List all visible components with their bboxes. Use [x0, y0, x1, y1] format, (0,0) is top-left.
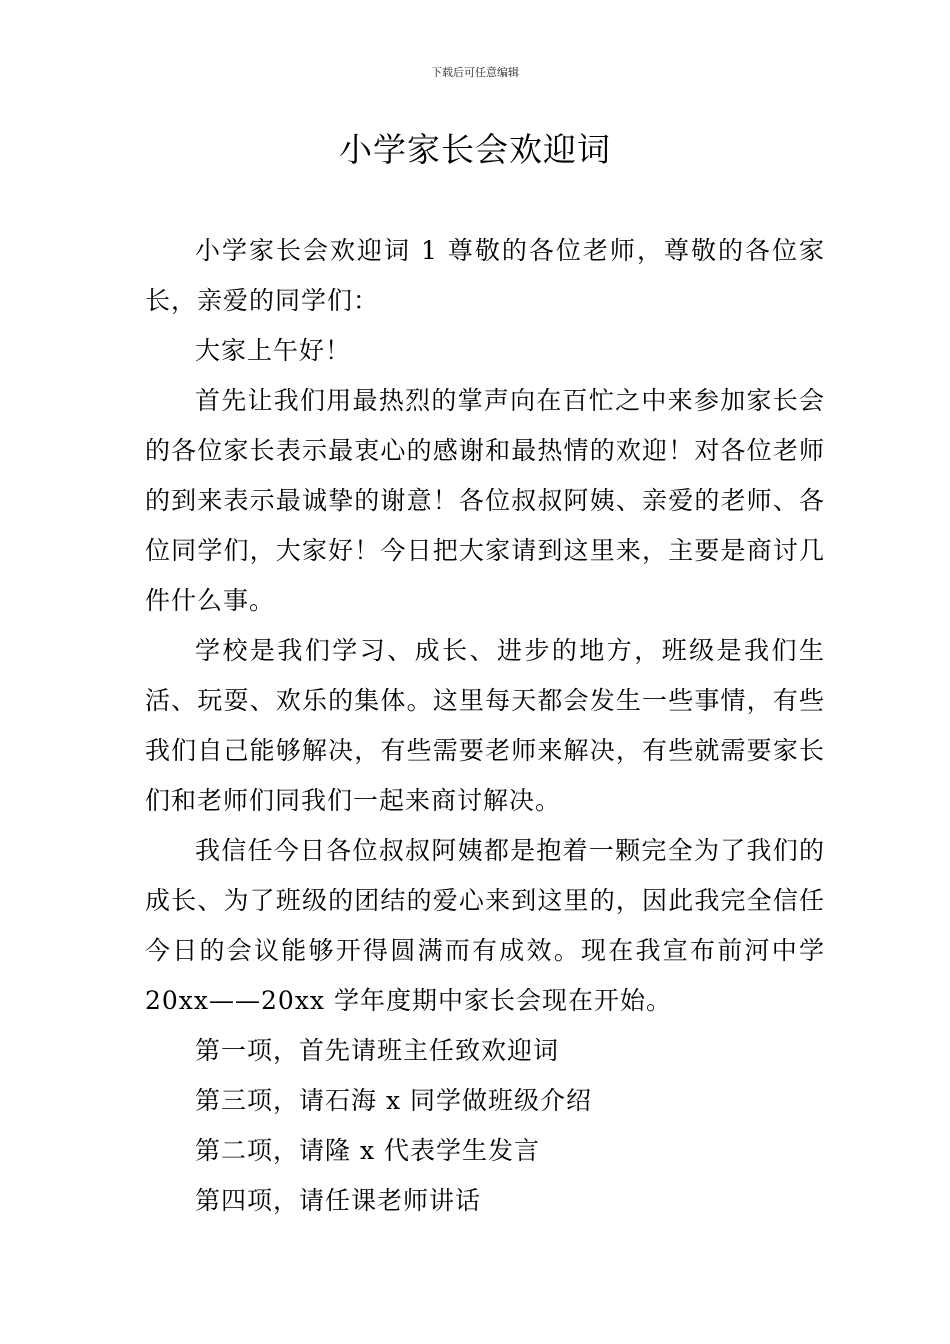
document-body: [145, 226, 825, 1226]
page-title: 小学家长会欢迎词: [339, 130, 611, 169]
paragraph-good-morning: 大家上午好！: [195, 336, 352, 365]
agenda-item-1: 第一项，首先请班主任致欢迎词: [195, 1036, 560, 1065]
header-note: 下载后可任意编辑: [431, 66, 519, 79]
agenda-item-2: 第二项，请隆 x 代表学生发言: [195, 1136, 540, 1165]
paragraph-thanks: 首先让我们用最热烈的掌声向在百忙之中来参加家长会的各位家长表示最衷心的感谢和最热情的欢迎！对各位老师的到来表示最诚挚的谢意！各位叔叔阿姨、亲爱的老师、各位同学们，大家好！今日把大家请到这里来，主要是商讨几件什么事。: [145, 386, 825, 615]
paragraph-meeting-start: 我信任今日各位叔叔阿姨都是抱着一颗完全为了我们的成长、为了班级的团结的爱心来到这里的，因此我完全信任今日的会议能够开得圆满而有成效。现在我宣布前河中学 20xx——20xx 学年度期中家长会现在开始。: [145, 836, 825, 1015]
agenda-item-3: 第三项，请石海 x 同学做班级介绍: [195, 1086, 592, 1115]
agenda-item-4: 第四项，请任课老师讲话: [195, 1186, 482, 1215]
paragraph-greeting: 小学家长会欢迎词 1 尊敬的各位老师，尊敬的各位家长，亲爱的同学们：: [145, 236, 825, 315]
paragraph-school-class: 学校是我们学习、成长、进步的地方，班级是我们生活、玩耍、欢乐的集体。这里每天都会发生一些事情，有些我们自己能够解决，有些需要老师来解决，有些就需要家长们和老师们同我们一起来商讨解决。: [145, 636, 825, 815]
